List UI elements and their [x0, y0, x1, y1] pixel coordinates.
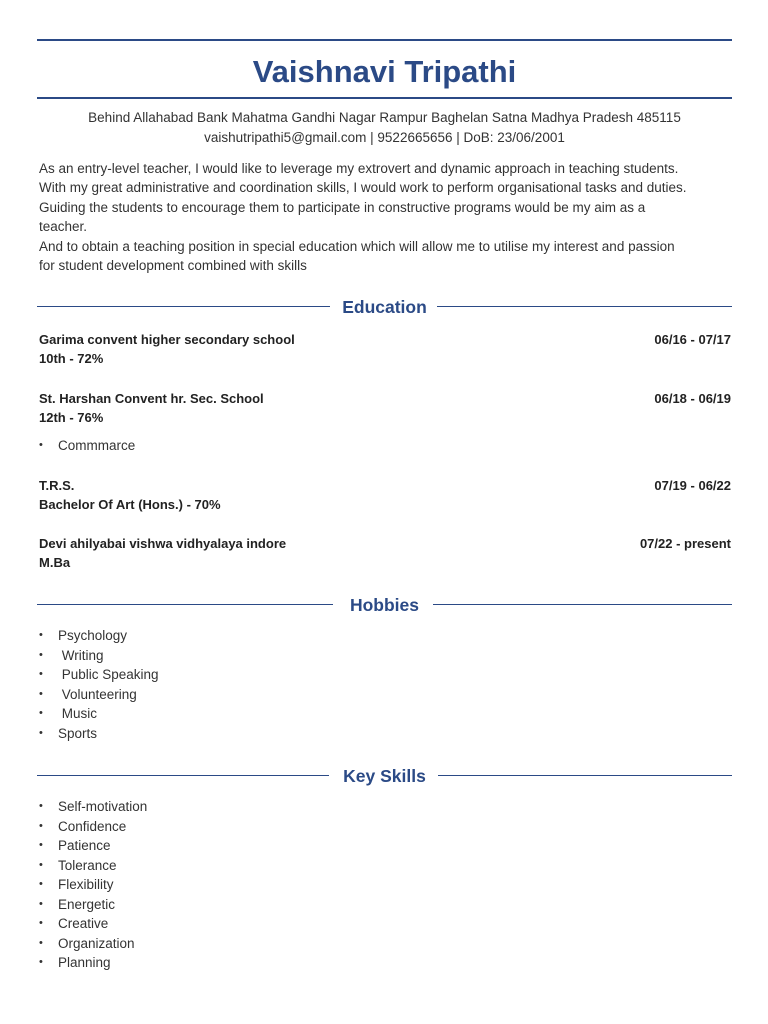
education-dates: 07/22 - present: [639, 536, 731, 551]
education-dates: 07/19 - 06/22: [654, 478, 731, 493]
bullet-icon: •: [39, 687, 43, 700]
list-item: • Energetic: [39, 895, 147, 915]
list-item: • Commmarce: [39, 436, 135, 456]
summary-line: With my great administrative and coordination skills, I would work to perform organisational tasks and duties.: [39, 180, 687, 196]
education-heading: Education: [342, 297, 427, 317]
list-item: • Tolerance: [39, 856, 147, 876]
heading-rule-right: [438, 775, 732, 776]
top-rule: [37, 39, 732, 41]
address-line: Behind Allahabad Bank Mahatma Gandhi Nagar Rampur Baghelan Satna Madhya Pradesh 485115: [88, 110, 681, 125]
summary-line: Guiding the students to encourage them to participate in constructive programs would be my aim as a: [39, 199, 646, 215]
education-entry: [39, 389, 731, 427]
education-entry: [39, 330, 731, 368]
education-dates: 06/16 - 07/17: [654, 332, 731, 347]
summary-block: [39, 159, 734, 275]
summary-line: teacher.: [39, 219, 88, 235]
education-entry: [39, 476, 731, 514]
bullet-icon: •: [39, 648, 43, 661]
school-name: T.R.S.: [39, 478, 75, 493]
heading-rule-right: [433, 604, 732, 605]
hobbies-list: [39, 626, 159, 743]
list-item: • Psychology: [39, 626, 159, 646]
list-item: • Creative: [39, 914, 147, 934]
summary-line: for student development combined with skills: [39, 258, 307, 274]
education-dates: 06/18 - 06/19: [654, 391, 731, 406]
list-item: • Public Speaking: [39, 665, 159, 685]
education-detail: 12th - 76%: [39, 410, 104, 426]
bullet-icon: •: [39, 726, 43, 739]
skills-section-heading: [37, 764, 732, 788]
summary-line: And to obtain a teaching position in special education which will allow me to utilise my interest and passion: [39, 238, 675, 254]
hobbies-section-heading: [37, 593, 732, 617]
hobbies-heading: Hobbies: [349, 595, 420, 615]
list-item: • Self-motivation: [39, 797, 147, 817]
list-item: • Writing: [39, 646, 159, 666]
skills-heading: Key Skills: [343, 766, 426, 786]
list-item: • Patience: [39, 836, 147, 856]
education-detail: Bachelor Of Art (Hons.) - 70%: [39, 497, 221, 513]
list-item: • Sports: [39, 724, 159, 744]
list-item: • Planning: [39, 953, 147, 973]
bullet-icon: •: [39, 839, 43, 851]
bullet-icon: •: [39, 800, 43, 812]
bullet-icon: •: [39, 858, 43, 871]
list-item: • Flexibility: [39, 875, 147, 895]
school-name: Devi ahilyabai vishwa vidhyalaya indore: [39, 536, 287, 551]
bullet-icon: •: [39, 897, 43, 910]
school-name: St. Harshan Convent hr. Sec. School: [39, 391, 264, 406]
skills-list: [39, 797, 147, 973]
bullet-icon: •: [39, 668, 43, 680]
candidate-name: Vaishnavi Tripathi: [252, 54, 517, 89]
bullet-icon: •: [39, 878, 43, 890]
education-bullet-list: [39, 436, 135, 456]
contact-block: [37, 108, 732, 147]
bullet-icon: •: [39, 439, 43, 451]
summary-line: As an entry-level teacher, I would like to leverage my extrovert and dynamic approach in teaching students.: [39, 161, 679, 176]
bullet-icon: •: [39, 956, 43, 968]
bullet-icon: •: [39, 629, 43, 641]
list-item: • Organization: [39, 934, 147, 954]
list-item: • Confidence: [39, 817, 147, 837]
bullet-icon: •: [39, 917, 43, 929]
name-underline-rule: [37, 97, 732, 99]
education-detail: 10th - 72%: [39, 351, 104, 367]
heading-rule-right: [437, 306, 732, 307]
education-section-heading: [37, 295, 732, 319]
school-name: Garima convent higher secondary school: [39, 332, 295, 347]
education-detail: M.Ba: [39, 555, 71, 571]
education-entry: [39, 534, 731, 572]
list-item: • Music: [39, 704, 159, 724]
bullet-icon: •: [39, 819, 43, 832]
bullet-icon: •: [39, 707, 43, 719]
bullet-icon: •: [39, 936, 43, 949]
list-item: • Volunteering: [39, 685, 159, 705]
contact-line: vaishutripathi5@gmail.com | 9522665656 | DoB: 23/06/2001: [204, 129, 565, 145]
